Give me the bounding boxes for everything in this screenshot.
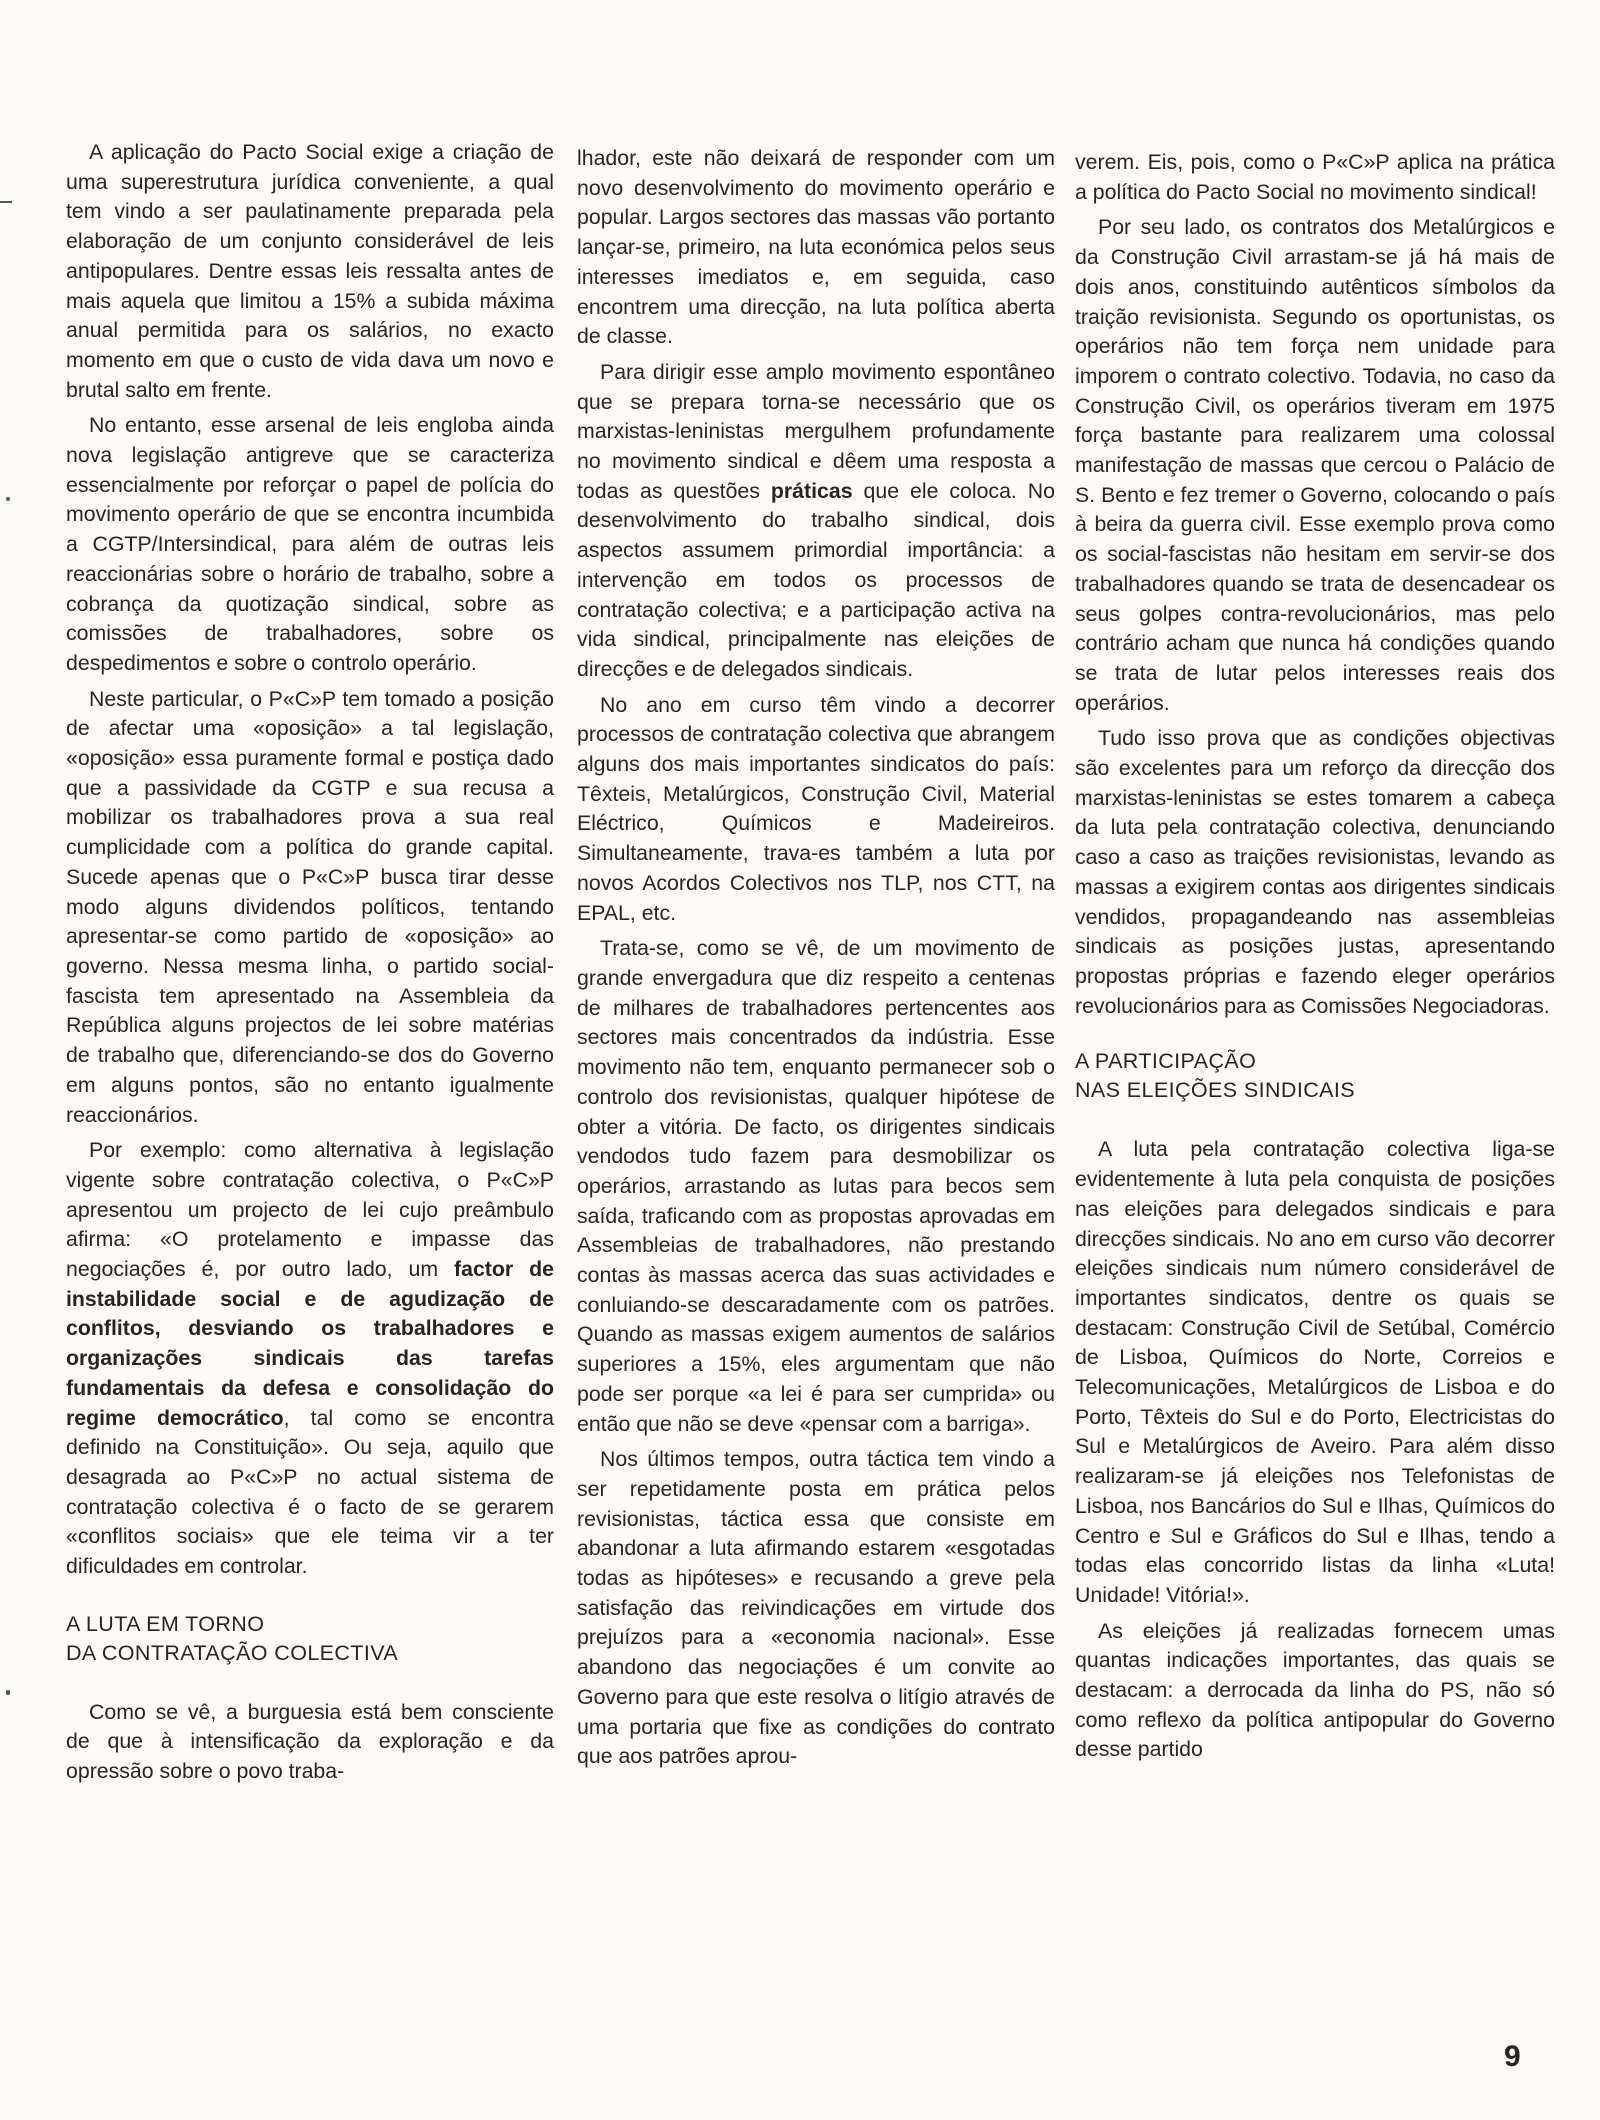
paragraph: As eleições já realizadas fornecem umas quantas indicações importantes, das quais se destacam: a derrocada da linha do PS, não só como reflexo da política antipopular do Governo desse partido (1075, 1618, 1555, 1762)
paragraph: A aplicação do Pacto Social exige a criação de uma superestrutura jurídica conveniente, a qual tem vindo a ser paulatinamente preparada pela elaboração de um conjunto considerável de leis antipopulares. Dentre essas leis ressalta antes de mais aquela que limitou a 15% a subida máxima anual permitida para os salários, no exacto momento em que o custo de vida dava um novo e brutal salto em frente. (66, 140, 554, 402)
paragraph: lhador, este não deixará de responder com um novo desenvolvimento do movimento operário e popular. Largos sectores das massas vão portanto lançar-se, primeiro, na luta económica pelos seus interesses imediatos e, em seguida, caso encontrem uma direcção, na luta política aberta de classe. (577, 146, 1055, 349)
column-2 (577, 144, 1055, 1772)
heading-line: DA CONTRATAÇÃO COLECTIVA (66, 1640, 399, 1665)
paragraph: Por seu lado, os contratos dos Metalúrgicos e da Construção Civil arrastam-se já há mais de dois anos, constituindo autênticos símbolos da traição revisionista. Segundo os oportunistas, os operários não tem força nem unidade para imporem o contrato colectivo. Todavia, no caso da Construção Civil, os operários tiveram em 1975 força bastante para realizarem uma colossal manifestação de massas que cercou o Palácio de S. Bento e fez tremer o Governo, colocando o país à beira da guerra civil. Esse exemplo prova como os social-fascistas não hesitam em servir-se dos trabalhadores quando se trata de desencadear os seus golpes contra-revolucionários, mas pelo contrário acham que nunca há condições quando se trata de lutar pelos interesses reais dos operários. (1075, 215, 1555, 715)
margin-tick-low (6, 1690, 10, 1695)
paragraph (577, 358, 1055, 685)
paragraph: Como se vê, a burguesia está bem consciente de que à intensificação da exploração e da opressão sobre o povo traba- (66, 1699, 554, 1784)
margin-tick-mid (6, 497, 10, 501)
paragraph: Trata-se, como se vê, de um movimento de grande envergadura que diz respeito a centenas de milhares de trabalhadores pertencentes aos sectores mais concentrados da indústria. Esse movimento não tem, enquanto permanecer sob o controlo dos revisionistas, qualquer hipótese de obter a vitória. De facto, os dirigentes sindicais vendodos tudo fazem para desmobilizar os operários, arrastando as lutas para becos sem saída, traficando com as propostas aprovadas em Assembleias de trabalhadores, não prestando contas às massas acerca das suas actividades e conluiando-se descaradamente com os patrões. Quando as massas exigem aumentos de salários superiores a 15%, eles argumentam que não pode ser porque «a lei é para ser cumprida» ou então que não se deve «pensar com a barriga». (577, 936, 1055, 1436)
paragraph (66, 1136, 554, 1582)
paragraph: Neste particular, o P«C»P tem tomado a posição de afectar uma «oposição» a tal legislação, «oposição» essa puramente formal e postiça dado que a passividade da CGTP e sua recusa a mobilizar os trabalhadores prova a sua real cumplicidade com a política do grande capital. Sucede apenas que o P«C»P busca tirar desse modo alguns dividendos políticos, tentando apresentar-se como partido de «oposição» ao governo. Nessa mesma linha, o partido social-fascista tem apresentado na Assembleia da República alguns projectos de lei sobre matérias de trabalho que, diferenciando-se dos do Governo em alguns pontos, são no entanto igualmente reaccionários. (66, 686, 554, 1127)
page-number: 9 (1504, 2040, 1521, 2073)
heading-line: NAS ELEIÇÕES SINDICAIS (1075, 1078, 1356, 1103)
section-heading (1075, 1047, 1555, 1105)
paragraph: verem. Eis, pois, como o P«C»P aplica na prática a política do Pacto Social no movimento sindical! (1075, 150, 1555, 204)
paragraph: No ano em curso têm vindo a decorrer processos de contratação colectiva que abrangem alguns dos mais importantes sindicatos do país: Têxteis, Metalúrgicos, Construção Civil, Material Eléctrico, Químicos e Madeireiros. Simultaneamente, trava-es também a luta por novos Acordos Colectivos nos TLP, nos CTT, na EPAL, etc. (577, 692, 1055, 925)
column-3 (1075, 148, 1555, 1765)
text-run: Por exemplo: como alternativa à legislação vigente sobre contratação colectiva, o P«C»P apresentou um projecto de lei cujo preâmbulo afirma: «O protelamento e impasse das negociações é, por outro lado, um (66, 1138, 554, 1282)
bold-word: práticas (770, 478, 853, 503)
paragraph: A luta pela contratação colectiva liga-se evidentemente à luta pela conquista de posições nas eleições para delegados sindicais e para direcções sindicais. No ano em curso vão decorrer eleições sindicais num número considerável de importantes sindicatos, dentre os quais se destacam: Construção Civil de Setúbal, Comércio de Lisboa, Químicos do Norte, Correios e Telecomunicações, Metalúrgicos de Lisboa e do Porto, Têxteis do Sul e do Porto, Electricistas do Sul e Metalúrgicos de Aveiro. Para além disso realizaram-se já eleições nos Telefonistas de Lisboa, nos Bancários do Sul e Ilhas, Químicos do Centro e Sul e Gráficos do Sul e Ilhas, tendo a todas elas concorrido listas da linha «Luta! Unidade! Vitória!». (1075, 1137, 1555, 1607)
column-1 (66, 138, 554, 1787)
paragraph: Nos últimos tempos, outra táctica tem vindo a ser repetidamente posta em prática pelos revisionistas, táctica essa que consiste em abandonar a luta afirmando estarem «esgotadas todas as hipóteses» e recusando a greve pela satisfação das reivindicações em virtude dos prejuízos para a «economia nacional». Esse abandono das negociações é um convite ao Governo para que este resolva o litígio através de uma portaria que fixe as condições do contrato que aos patrões aprou- (577, 1447, 1055, 1769)
text-run: , tal como se encontra definido na Constituição». Ou seja, aquilo que desagrada ao P«C»P no actual sistema de contratação colectiva é o facto de se gerarem «conflitos sociais» que ele teima vir a ter dificuldades em controlar. (66, 1405, 554, 1579)
text-run: Para dirigir esse amplo movimento espontâneo que se prepara torna-se necessário que os marxistas-leninistas mergulhem profundamente no movimento sindical e dêem uma resposta a todas as questões (577, 359, 1055, 503)
margin-tick-top (0, 201, 12, 203)
paragraph: No entanto, esse arsenal de leis engloba ainda nova legislação antigreve que se caracteriza essencialmente por reforçar o papel de polícia do movimento operário de que se encontra incumbida a CGTP/Intersindical, para além de outras leis reaccionárias sobre o horário de trabalho, sobre a cobrança da quotização sindical, sobre as comissões de trabalhadores, sobre os despedimentos e sobre o controlo operário. (66, 413, 554, 675)
bold-quote: factor de instabilidade social e de agudização de conflitos, desviando os trabalhadores e organizações sindicais das tarefas fundamentais da defesa e consolidação do regime democrático (66, 1257, 554, 1430)
heading-line: A LUTA EM TORNO (66, 1611, 265, 1636)
section-heading (66, 1610, 554, 1668)
paragraph: Tudo isso prova que as condições objectivas são excelentes para um reforço da direcção dos marxistas-leninistas se estes tomarem a cabeça da luta pela contratação colectiva, denunciando caso a caso as traições revisionistas, levando as massas a exigirem contas aos dirigentes sindicais vendidos, propagandeando nas assembleias sindicais as posições justas, apresentando propostas próprias e fazendo eleger operários revolucionários para as Comissões Negociadoras. (1075, 726, 1555, 1018)
heading-line: A PARTICIPAÇÃO (1075, 1049, 1257, 1074)
text-run: que ele coloca. No desenvolvimento do trabalho sindical, dois aspectos assumem primordial importância: a intervenção em todos os processos de contratação colectiva; e a participação activa na vida sindical, principalmente nas eleições de direcções e de delegados sindicais. (577, 478, 1056, 681)
